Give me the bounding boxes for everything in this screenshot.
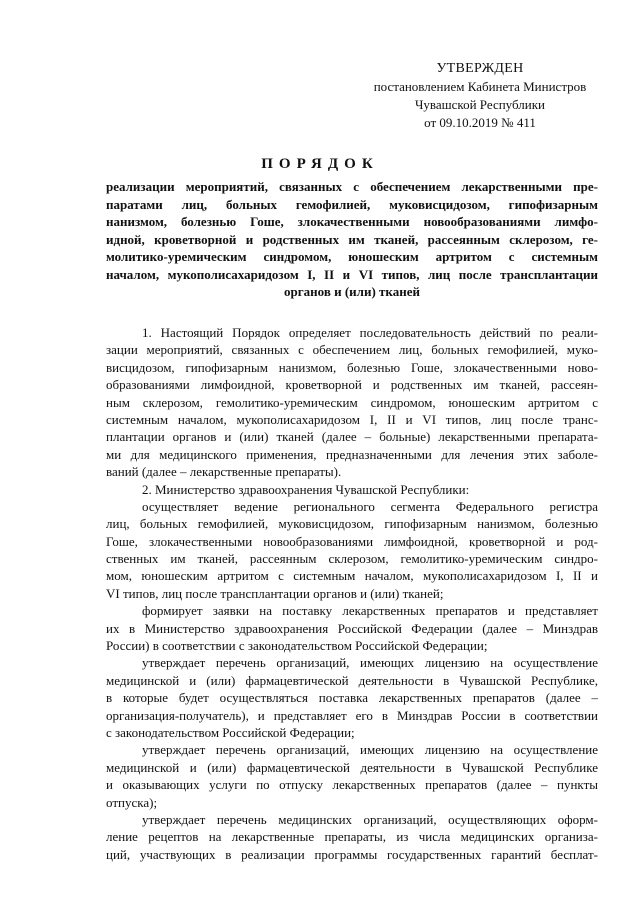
- paragraph: [106, 324, 598, 481]
- paragraph: [106, 498, 598, 602]
- paragraph-line: формирует заявки на поставку лекарственных препаратов и представляет: [142, 603, 598, 619]
- paragraph: [106, 481, 598, 498]
- subtitle-line: нанизмом, болезнью Гоше, злокачественными новообразованиями лимфо-: [106, 214, 598, 229]
- paragraph-line: их в Министерство здравоохранения Российской Федерации (далее – Минздрав: [106, 620, 598, 636]
- paragraph-line: мом, юношеским артритом с системным началом, мукополисахаридозом I, II и: [106, 568, 598, 584]
- paragraph-line: VI типов, лиц после трансплантации органов и (или) тканей;: [106, 585, 444, 601]
- paragraph-line: медицинской и (или) фармацевтической деятельности в Чувашской Республике: [106, 759, 598, 775]
- subtitle-line: идной, кроветворной и родственных им тканей, рассеянным склерозом, ге-: [106, 231, 598, 247]
- paragraph-line: ным склерозом, гемолитико-уремическим синдромом, юношеским артритом с: [106, 394, 598, 410]
- paragraph-line: организация-получатель), и представляет его в Минздрав России в соответствии: [106, 707, 598, 723]
- subtitle-line: паратами лиц, больных гемофилией, муковисцидозом, гипофизарным: [106, 196, 598, 212]
- paragraph-line: образованиями лимфоидной, кроветворной и родственных им тканей, рассеян-: [106, 377, 598, 393]
- subtitle-line: органов и (или) тканей: [284, 284, 420, 299]
- paragraph-line: медицинской и (или) фармацевтической деятельности в Чувашской Республике,: [106, 672, 598, 688]
- paragraph-line: висцидозом, гипофизарным нанизмом, болезнью Гоше, злокачественными ново-: [106, 359, 598, 375]
- paragraph-line: России) в соответствии с законодательством Российской Федерации;: [106, 638, 488, 654]
- paragraph-line: ми для медицинского применения, предназначенными для лечения этих заболе-: [106, 446, 598, 462]
- paragraph-line: ций, участвующих в реализации программы государственных гарантий бесплат-: [106, 846, 598, 862]
- paragraph-line: плантации органов и (или) тканей (далее – больные) лекарственными препарата-: [106, 429, 598, 445]
- paragraph-line: системным началом, мукополисахаридозом I, II и VI типов, лиц после транс-: [106, 411, 598, 427]
- paragraph: [106, 741, 598, 811]
- document-title: ПОРЯДОК: [261, 156, 379, 172]
- paragraph-line: с законодательством Российской Федерации;: [106, 724, 355, 740]
- document-subtitle: [106, 178, 598, 301]
- paragraph-line: осуществляет ведение регионального сегмента Федерального регистра: [142, 498, 598, 514]
- approval-stamp: [360, 60, 600, 132]
- approval-line-date-number: от 09.10.2019 № 411: [424, 115, 536, 130]
- approval-line-region: Чувашской Республики: [414, 97, 546, 112]
- paragraph-line: отпуска);: [106, 794, 158, 810]
- paragraph-line: и оказывающих услуги по отпуску лекарственных препаратов (далее – пункты: [106, 777, 598, 793]
- paragraph: [106, 602, 598, 654]
- paragraph-line: ление рецептов на лекарственные препараты, из числа медицинских организа-: [106, 829, 598, 845]
- paragraph: [106, 654, 598, 741]
- paragraph-line: лиц, больных гемофилией, муковисцидозом, гипофизарным нанизмом, болезнью: [106, 516, 598, 532]
- paragraph-line: 1. Настоящий Порядок определяет последовательность действий по реали-: [142, 325, 598, 340]
- approval-heading: УТВЕРЖДЕН: [436, 61, 524, 76]
- document-body: [106, 324, 598, 863]
- paragraph: [106, 811, 598, 863]
- subtitle-line: молитико-уремическим синдромом, юношеским артритом с системным: [106, 249, 598, 264]
- paragraph-line: утверждает перечень медицинских организаций, осуществляющих оформ-: [142, 811, 598, 827]
- paragraph-line: ственных им тканей, рассеянным склерозом, гемолитико-уремическим синдро-: [106, 551, 598, 567]
- paragraph-line: ваний (далее – лекарственные препараты).: [106, 464, 342, 480]
- paragraph-line: Гоше, злокачественными новообразованиями лимфоидной, кроветворной и род-: [106, 533, 598, 549]
- paragraph-line: зации мероприятий, связанных с обеспечением лиц, больных гемофилией, муко-: [106, 342, 598, 358]
- paragraph-line: в которые будет осуществляться поставка лекарственных препаратов (далее –: [106, 690, 598, 706]
- approval-line-issuer: постановлением Кабинета Министров: [373, 79, 587, 94]
- subtitle-line: началом, мукополисахаридозом I, II и VI типов, лиц после трансплантации: [106, 266, 598, 282]
- paragraph-line: утверждает перечень организаций, имеющих лицензию на осуществление: [142, 742, 598, 758]
- paragraph-line: 2. Министерство здравоохранения Чувашской Республики:: [142, 481, 470, 497]
- paragraph-line: утверждает перечень организаций, имеющих лицензию на осуществление: [142, 655, 598, 671]
- subtitle-line: реализации мероприятий, связанных с обеспечением лекарственными пре-: [106, 179, 598, 194]
